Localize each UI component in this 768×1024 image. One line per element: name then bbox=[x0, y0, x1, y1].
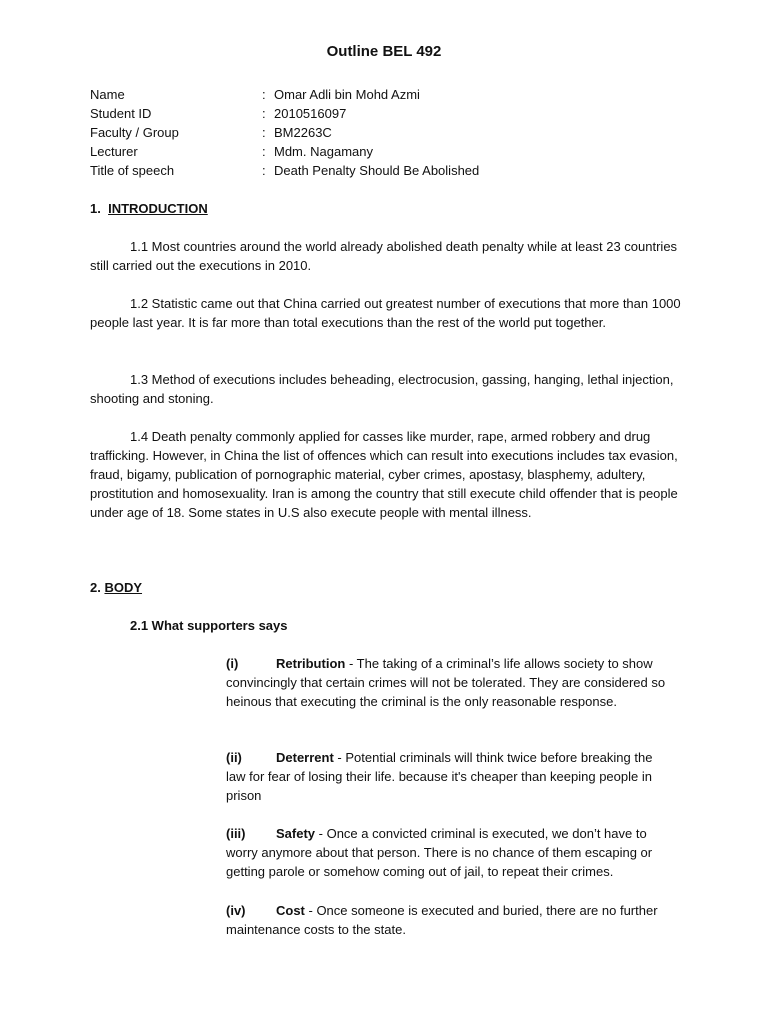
info-value: Death Penalty Should Be Abolished bbox=[274, 163, 480, 178]
info-colon: : bbox=[262, 163, 266, 178]
intro-paragraph-1-2: 1.2 Statistic came out that China carried out greatest number of executions that more than 1000 people last year. It is far more than total executions than the rest of the world put together. bbox=[90, 296, 681, 330]
info-value: Omar Adli bin Mohd Azmi bbox=[274, 87, 420, 102]
info-label: Name bbox=[90, 87, 125, 102]
item-number: (iv) bbox=[226, 903, 246, 918]
info-value: 2010516097 bbox=[274, 106, 347, 121]
info-colon: : bbox=[262, 106, 266, 121]
intro-paragraph-1-1: 1.1 Most countries around the world already abolished death penalty while at least 23 countries still carried out the executions in 2010. bbox=[90, 239, 678, 273]
info-row-faculty-group bbox=[90, 123, 730, 142]
item-term: Deterrent bbox=[276, 750, 334, 765]
info-colon: : bbox=[262, 144, 266, 159]
info-row-name bbox=[90, 85, 730, 104]
info-row-lecturer bbox=[90, 142, 730, 161]
section-number: 2. bbox=[90, 580, 101, 595]
info-row-title-of-speech bbox=[90, 161, 730, 180]
intro-paragraph-1-3: 1.3 Method of executions includes beheading, electrocusion, gassing, hanging, lethal injection, shooting and stoning. bbox=[90, 372, 674, 406]
section-heading-introduction bbox=[90, 199, 208, 218]
item-number: (i) bbox=[226, 656, 239, 671]
item-text: - Once someone is executed and buried, there are no further maintenance costs to the state. bbox=[226, 903, 658, 937]
item-number: (iii) bbox=[226, 826, 246, 841]
item-text: - Once a convicted criminal is executed, we don’t have to worry anymore about that person. There is no chance of them escaping or getting parole or somehow coming out of jail, to repeat their crimes. bbox=[226, 826, 653, 879]
info-value: Mdm. Nagamany bbox=[274, 144, 373, 159]
item-text: - The taking of a criminal’s life allows society to show convincingly that certain crimes will not be tolerated. They are considered so heinous that executing the criminal is the only reasonable response. bbox=[226, 656, 666, 709]
info-label: Student ID bbox=[90, 106, 152, 121]
list-item-safety bbox=[226, 824, 674, 881]
section-title: BODY bbox=[104, 580, 143, 595]
section-title: INTRODUCTION bbox=[108, 201, 208, 216]
item-term: Safety bbox=[276, 826, 316, 841]
info-label: Lecturer bbox=[90, 144, 138, 159]
item-term: Cost bbox=[276, 903, 305, 918]
document-title: Outline BEL 492 bbox=[326, 43, 442, 60]
item-text: - Potential criminals will think twice before breaking the law for fear of losing their life. because it's cheaper than keeping people in prison bbox=[226, 750, 653, 803]
intro-paragraph-1-4: 1.4 Death penalty commonly applied for casses like murder, rape, armed robbery and drug trafficking. However, in China the list of offences which can result into executions includes tax evasion, fraud, bigamy, publication of pornographic material, cyber crimes, apostasy, blasphemy, adultery, prostitution and homosexuality. Iran is among the country that still execute child offender that is people under age of 18. Some states in U.S also execute people with mental illness. bbox=[90, 429, 678, 520]
info-colon: : bbox=[262, 125, 266, 140]
list-item-retribution bbox=[226, 654, 674, 711]
section-heading-body bbox=[90, 578, 142, 597]
subheading-supporters: 2.1 What supporters says bbox=[130, 618, 288, 633]
info-label: Faculty / Group bbox=[90, 125, 179, 140]
info-row-student-id bbox=[90, 104, 730, 123]
section-number: 1. bbox=[90, 201, 101, 216]
info-label: Title of speech bbox=[90, 163, 175, 178]
info-colon: : bbox=[262, 87, 266, 102]
item-term: Retribution bbox=[276, 656, 346, 671]
info-value: BM2263C bbox=[274, 125, 332, 140]
list-item-deterrent bbox=[226, 748, 674, 805]
list-item-cost bbox=[226, 901, 674, 939]
item-number: (ii) bbox=[226, 750, 242, 765]
